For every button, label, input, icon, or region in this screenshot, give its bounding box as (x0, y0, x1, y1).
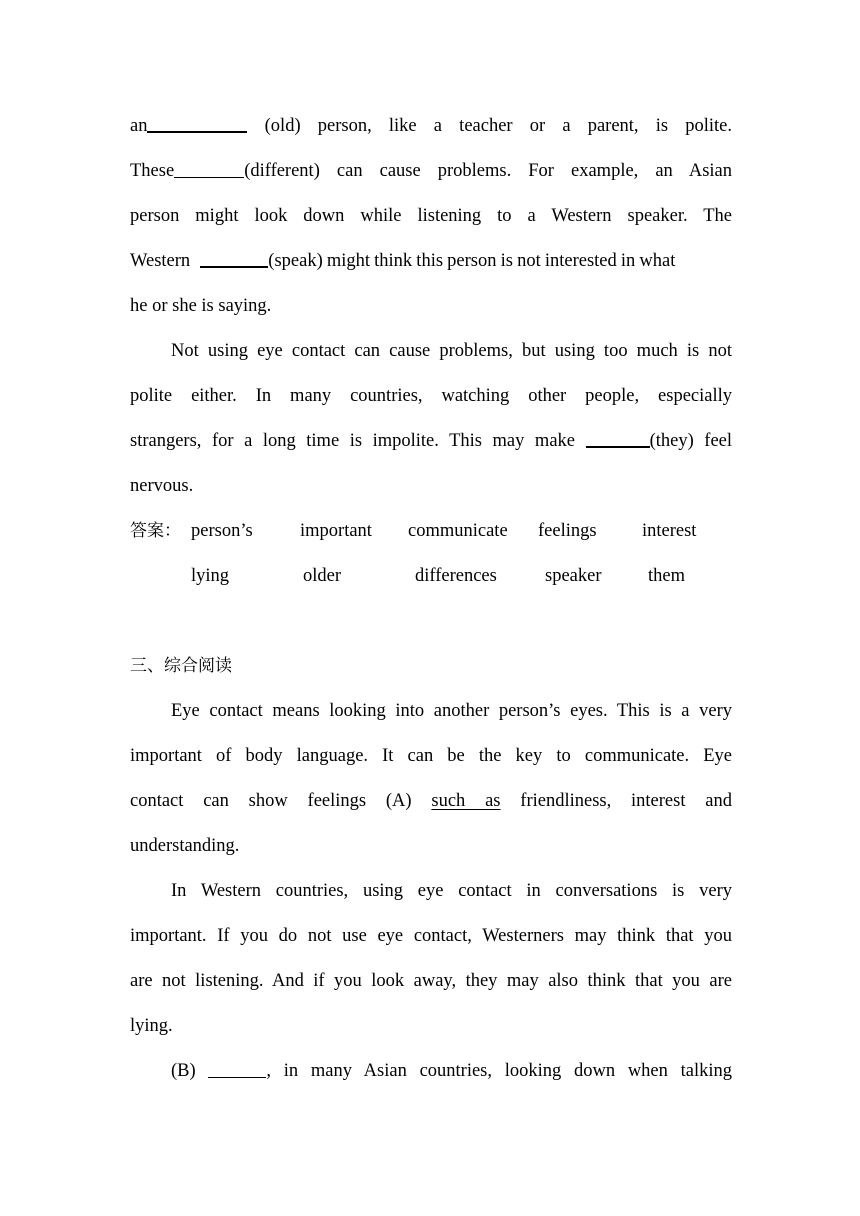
passage-line: contact can show feelings (A) such as friendliness, interest and (130, 791, 732, 811)
answer-label: 答案： (130, 521, 181, 541)
answer-word: person’s (191, 521, 253, 541)
fill-blank[interactable] (200, 247, 268, 268)
answer-word: differences (415, 566, 497, 586)
section-heading: 三、综合阅读 (130, 656, 232, 676)
underlined-phrase: such as (431, 791, 501, 811)
answer-word: them (648, 566, 685, 586)
passage-line: These (different) can cause problems. For example, an Asian (130, 149, 732, 194)
answer-word: older (303, 566, 342, 586)
answer-word: feelings (538, 521, 597, 541)
passage-line: lying. (130, 1016, 173, 1036)
answer-word: important (300, 521, 372, 541)
spacer (130, 599, 732, 644)
passage-line: In Western countries, using eye contact in conversations is very (171, 881, 732, 901)
document-page (130, 104, 732, 1094)
fill-blank[interactable] (208, 1058, 266, 1078)
passage-line: person might look down while listening to a Western speaker. The (130, 206, 732, 226)
passage-line: Western (speak) might think this person is not interested in what (130, 239, 732, 284)
answer-row (130, 554, 732, 599)
passage-line: Not using eye contact can cause problems, but using too much is not (171, 341, 732, 361)
passage-line: nervous. (130, 476, 194, 496)
passage-line: (B) , in many Asian countries, looking down when talking (130, 1049, 732, 1094)
passage-line: strangers, for a long time is impolite. This may make (they) feel (130, 419, 732, 464)
passage-line: are not listening. And if you look away, they may also think that you are (130, 971, 732, 991)
answer-word: interest (642, 521, 697, 541)
fill-blank[interactable] (147, 112, 247, 133)
fill-blank[interactable] (174, 158, 244, 178)
passage-line: polite either. In many countries, watching other people, especially (130, 386, 732, 406)
answer-row (130, 509, 732, 554)
answer-word: communicate (408, 521, 508, 541)
answer-word: lying (191, 566, 230, 586)
fill-blank[interactable] (586, 427, 650, 448)
passage-line: Eye contact means looking into another person’s eyes. This is a very (171, 701, 732, 721)
answer-word: speaker (545, 566, 602, 586)
passage-line: understanding. (130, 836, 240, 856)
passage-line: important of body language. It can be the key to communicate. Eye (130, 746, 732, 766)
passage-line: he or she is saying. (130, 296, 272, 316)
passage-line: important. If you do not use eye contact, Westerners may think that you (130, 926, 732, 946)
passage-line: an (old) person, like a teacher or a parent, is polite. (130, 104, 732, 149)
